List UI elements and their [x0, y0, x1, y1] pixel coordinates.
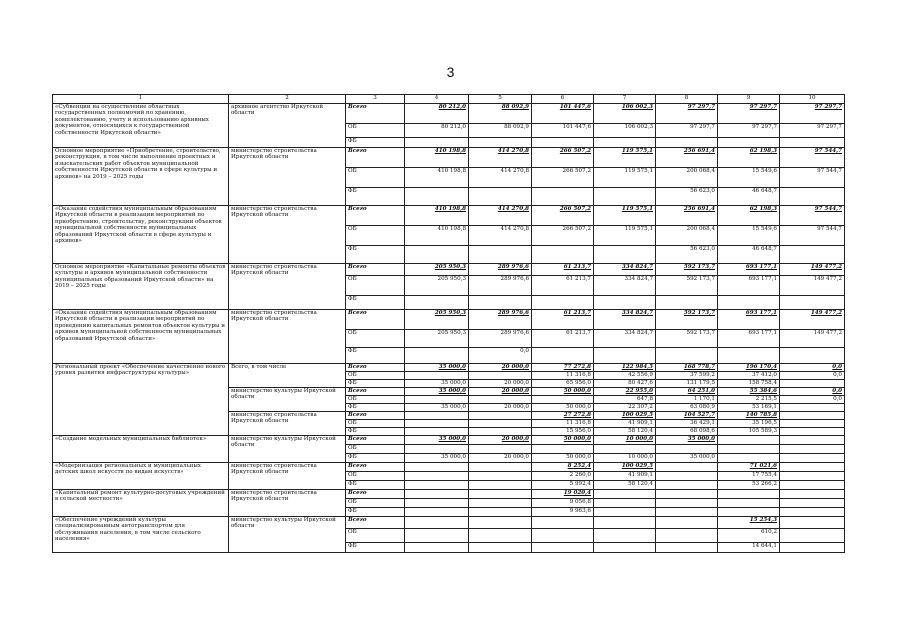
value: 131 179,5: [656, 380, 718, 388]
row-type: ОБ: [346, 472, 405, 481]
row-type: ОБ: [346, 276, 405, 296]
col-header: 7: [594, 95, 656, 104]
measure-name: «Капитальный ремонт культурно-досуговых учреждений в сельской местности»: [53, 490, 229, 517]
value: 266 507,2: [532, 226, 594, 246]
value: 200 068,4: [656, 226, 718, 246]
value: 106 002,3: [594, 124, 656, 138]
value: 80 427,6: [594, 380, 656, 388]
row-type: Всего: [346, 463, 405, 472]
value: 42 556,9: [594, 372, 656, 380]
value: 592 173,7: [656, 330, 718, 348]
table-row: [53, 206, 845, 226]
value: 266 507,2: [532, 206, 594, 226]
value: 35 000,0: [405, 454, 469, 463]
row-type: ФБ: [346, 404, 405, 412]
value: 35 000,0: [656, 454, 718, 463]
row-type: ОБ: [346, 499, 405, 508]
row-type: ОБ: [346, 529, 405, 543]
value: 9 963,6: [532, 508, 594, 517]
row-type: ФБ: [346, 348, 405, 364]
value: 97 297,7: [780, 104, 845, 124]
executor: архивное агентство Иркутской области: [229, 104, 346, 148]
value: 11 316,8: [532, 372, 594, 380]
value: 50 000,0: [532, 454, 594, 463]
value: 35 000,0: [405, 364, 469, 372]
executor: министерство строительства Иркутской области: [229, 264, 346, 310]
value: 592 173,7: [656, 310, 718, 330]
row-type: ОБ: [346, 168, 405, 188]
row-type: ОБ: [346, 372, 405, 380]
header-row: [53, 95, 845, 104]
value: 55 384,6: [718, 388, 780, 396]
value: 140 785,8: [718, 412, 780, 420]
value: 97 297,7: [656, 124, 718, 138]
value: 22 307,2: [594, 404, 656, 412]
value: 88 092,9: [469, 104, 532, 124]
col-header: 6: [532, 95, 594, 104]
table-row: [53, 264, 845, 276]
value: 158 758,4: [718, 380, 780, 388]
value: 53 266,2: [718, 481, 780, 490]
row-type: ФБ: [346, 428, 405, 436]
value: 414 270,8: [469, 148, 532, 168]
value: 414 270,8: [469, 226, 532, 246]
value: 36 429,1: [656, 420, 718, 428]
value: 334 824,7: [594, 264, 656, 276]
value: 11 316,8: [532, 420, 594, 428]
measure-name: «Модернизация региональных и муниципальных детских школ искусств по видам искусств»: [53, 463, 229, 490]
row-type: ОБ: [346, 226, 405, 246]
value: 64 251,0: [656, 388, 718, 396]
value: 97 297,7: [656, 104, 718, 124]
page-number: 3: [446, 64, 455, 80]
table-row: [53, 104, 845, 124]
value: 15 956,0: [532, 428, 594, 436]
executor: министерство культуры Иркутской области: [229, 436, 346, 463]
value: 149 477,2: [780, 276, 845, 296]
value: 289 976,6: [469, 276, 532, 296]
value: 58 120,4: [594, 428, 656, 436]
value: 289 976,6: [469, 310, 532, 330]
value: 610,2: [718, 529, 780, 543]
row-type: Всего: [346, 264, 405, 276]
executor: министерство строительства Иркутской области: [229, 463, 346, 490]
row-type: ФБ: [346, 454, 405, 463]
value: 100 029,5: [594, 463, 656, 472]
executor: министерство строительства Иркутской области: [229, 148, 346, 206]
row-type: ОБ: [346, 124, 405, 138]
value: 256 691,4: [656, 148, 718, 168]
row-type: ФБ: [346, 481, 405, 490]
value: 62 198,3: [718, 148, 780, 168]
value: 0,0: [780, 388, 845, 396]
value: 71 021,6: [718, 463, 780, 472]
value: 10 000,0: [594, 454, 656, 463]
value: 35 000,0: [405, 380, 469, 388]
row-type: ФБ: [346, 543, 405, 553]
value: 410 198,8: [405, 206, 469, 226]
value: 97 544,7: [780, 226, 845, 246]
row-type: ОБ: [346, 330, 405, 348]
value: 62 198,3: [718, 206, 780, 226]
row-type: Всего: [346, 517, 405, 529]
value: 289 976,6: [469, 330, 532, 348]
row-type: ФБ: [346, 138, 405, 148]
value: 80 212,0: [405, 104, 469, 124]
value: 647,8: [594, 396, 656, 404]
value: 8 252,4: [532, 463, 594, 472]
value: 35 000,0: [656, 436, 718, 445]
value: 205 950,3: [405, 264, 469, 276]
value: 97 544,7: [780, 148, 845, 168]
executor: министерство культуры Иркутской области: [229, 388, 346, 412]
value: 410 198,8: [405, 148, 469, 168]
value: 414 270,8: [469, 206, 532, 226]
value: 68 098,6: [656, 428, 718, 436]
col-header: 8: [656, 95, 718, 104]
executor: министерство строительства Иркутской области: [229, 310, 346, 364]
col-header: 10: [780, 95, 845, 104]
executor: министерство строительства Иркутской области: [229, 490, 346, 517]
row-type: Всего: [346, 206, 405, 226]
value: 35 000,0: [405, 436, 469, 445]
executor: Всего, в том числе: [229, 364, 346, 388]
measure-name: Региональный проект «Обеспечение качественно нового уровня развития инфраструктуры культуры»: [53, 364, 229, 436]
value: 53 169,1: [718, 404, 780, 412]
value: 20 000,0: [469, 388, 532, 396]
value: 15 549,6: [718, 226, 780, 246]
value: 334 824,7: [594, 310, 656, 330]
value: 101 447,6: [532, 104, 594, 124]
value: 97 297,7: [718, 104, 780, 124]
value: 56 623,0: [656, 188, 718, 206]
measure-name: «Субвенции на осуществление областных государственных полномочий по хранению, комплектованию, учету и использованию архивных документов, относящихся к государственной собственности Иркутской области»: [53, 104, 229, 148]
budget-table: [52, 94, 845, 553]
value: 58 120,4: [594, 481, 656, 490]
row-type: ФБ: [346, 508, 405, 517]
value: 97 544,7: [780, 168, 845, 188]
row-type: Всего: [346, 104, 405, 124]
col-header: 1: [53, 95, 229, 104]
value: 19 020,4: [532, 490, 594, 499]
value: 22 955,0: [594, 388, 656, 396]
executor: министерство культуры Иркутской области: [229, 517, 346, 553]
row-type: Всего: [346, 310, 405, 330]
value: 20 000,0: [469, 380, 532, 388]
row-type: ОБ: [346, 445, 405, 454]
table-row: [53, 490, 845, 499]
value: 2 215,5: [718, 396, 780, 404]
value: 46 648,7: [718, 188, 780, 206]
value: 334 824,7: [594, 330, 656, 348]
value: 61 213,7: [532, 276, 594, 296]
row-type: Всего: [346, 490, 405, 499]
value: 35 000,0: [405, 404, 469, 412]
measure-name: «Создание модельных муниципальных библиотек»: [53, 436, 229, 463]
value: 693 177,1: [718, 264, 780, 276]
row-type: Всего: [346, 364, 405, 372]
value: 100 029,5: [594, 412, 656, 420]
value: 20 000,0: [469, 404, 532, 412]
value: 334 824,7: [594, 276, 656, 296]
value: 15 549,6: [718, 168, 780, 188]
value: 105 589,3: [718, 428, 780, 436]
value: 101 447,6: [532, 124, 594, 138]
value: 14 644,1: [718, 543, 780, 553]
value: 205 950,3: [405, 310, 469, 330]
value: 20 000,0: [469, 454, 532, 463]
value: 97 297,7: [780, 124, 845, 138]
value: 41 909,1: [594, 420, 656, 428]
value: 266 507,2: [532, 168, 594, 188]
value: 256 691,4: [656, 206, 718, 226]
value: 289 976,6: [469, 264, 532, 276]
value: 205 950,3: [405, 330, 469, 348]
value: 50 000,0: [532, 404, 594, 412]
row-type: ФБ: [346, 246, 405, 264]
col-header: 3: [346, 95, 405, 104]
table-row: [53, 148, 845, 168]
value: 20 000,0: [469, 436, 532, 445]
col-header: 2: [229, 95, 346, 104]
value: 0,0: [780, 396, 845, 404]
measure-name: «Обеспечение учреждений культуры специализированным автотранспортом для обслуживания населения, в том числе сельского населения»: [53, 517, 229, 553]
value: 0,0: [780, 364, 845, 372]
measure-name: «Оказание содействия муниципальным образованиям Иркутской области в реализации мероприятий по приобретению, строительству, реконструкции объектов муниципальной собственности муниципальных образований Иркутской области в сфере культуры и архивов»: [53, 206, 229, 264]
value: 168 778,7: [656, 364, 718, 372]
value: 35 000,0: [405, 388, 469, 396]
value: 119 575,1: [594, 226, 656, 246]
executor: министерство строительства Иркутской области: [229, 206, 346, 264]
value: 0,0: [780, 372, 845, 380]
value: 205 950,3: [405, 276, 469, 296]
value: 266 507,2: [532, 148, 594, 168]
value: 10 000,0: [594, 436, 656, 445]
value: 50 000,0: [532, 388, 594, 396]
table-row: [53, 364, 845, 372]
row-type: ОБ: [346, 396, 405, 404]
value: 106 002,3: [594, 104, 656, 124]
value: 410 198,8: [405, 226, 469, 246]
row-type: ФБ: [346, 296, 405, 310]
value: 592 173,7: [656, 264, 718, 276]
value: 0,0: [469, 348, 532, 364]
value: 149 477,2: [780, 310, 845, 330]
value: 77 272,8: [532, 364, 594, 372]
value: 414 270,8: [469, 168, 532, 188]
value: 1 170,1: [656, 396, 718, 404]
row-type: Всего: [346, 412, 405, 420]
row-type: Всего: [346, 148, 405, 168]
value: 5 992,4: [532, 481, 594, 490]
value: 104 527,7: [656, 412, 718, 420]
col-header: 4: [405, 95, 469, 104]
value: 196 170,4: [718, 364, 780, 372]
value: 63 080,9: [656, 404, 718, 412]
value: 56 623,0: [656, 246, 718, 264]
value: 35 196,5: [718, 420, 780, 428]
measure-name: Основное мероприятие «Приобретение, строительство, реконструкция, в том числе выполнение проектных и изыскательских работ объектов муниципальной собственности Иркутской области в сфере культуры и архивов» на 2019 – 2025 годы: [53, 148, 229, 206]
value: 693 177,1: [718, 310, 780, 330]
value: 80 212,0: [405, 124, 469, 138]
value: 20 000,0: [469, 364, 532, 372]
table-row: [53, 463, 845, 472]
value: 119 575,1: [594, 168, 656, 188]
col-header: 5: [469, 95, 532, 104]
table-row: [53, 436, 845, 445]
value: 50 000,0: [532, 436, 594, 445]
col-header: 9: [718, 95, 780, 104]
value: 37 599,2: [656, 372, 718, 380]
value: 122 984,5: [594, 364, 656, 372]
value: 693 177,1: [718, 330, 780, 348]
value: 200 068,4: [656, 168, 718, 188]
value: 17 755,4: [718, 472, 780, 481]
value: 149 477,2: [780, 264, 845, 276]
measure-name: Основное мероприятие «Капитальные ремонты объектов культуры и архивов муниципальной собственности муниципальных образований Иркутской области» на 2019 – 2025 годы: [53, 264, 229, 310]
value: 410 198,8: [405, 168, 469, 188]
row-type: ФБ: [346, 188, 405, 206]
value: 9 056,8: [532, 499, 594, 508]
value: 2 260,0: [532, 472, 594, 481]
value: 693 177,1: [718, 276, 780, 296]
value: 61 213,7: [532, 310, 594, 330]
value: 61 213,7: [532, 330, 594, 348]
table-row: [53, 517, 845, 529]
value: 97 544,7: [780, 206, 845, 226]
measure-name: «Оказание содействия муниципальным образованиям Иркутской области в реализации мероприятий по проведению капитальных ремонтов объектов культуры и архивов муниципальной собственности муниципальных образований Иркутской области»: [53, 310, 229, 364]
value: 41 909,1: [594, 472, 656, 481]
value: 149 477,2: [780, 330, 845, 348]
value: 15 254,3: [718, 517, 780, 529]
value: 65 956,0: [532, 380, 594, 388]
value: 61 213,7: [532, 264, 594, 276]
value: 46 648,7: [718, 246, 780, 264]
value: 592 173,7: [656, 276, 718, 296]
value: 119 575,1: [594, 206, 656, 226]
value: 88 092,9: [469, 124, 532, 138]
row-type: Всего: [346, 388, 405, 396]
row-type: ФБ: [346, 380, 405, 388]
value: 119 575,1: [594, 148, 656, 168]
executor: министерство строительства Иркутской области: [229, 412, 346, 436]
row-type: Всего: [346, 436, 405, 445]
row-type: ОБ: [346, 420, 405, 428]
value: 37 412,0: [718, 372, 780, 380]
table-row: [53, 310, 845, 330]
value: 27 272,8: [532, 412, 594, 420]
value: 97 297,7: [718, 124, 780, 138]
